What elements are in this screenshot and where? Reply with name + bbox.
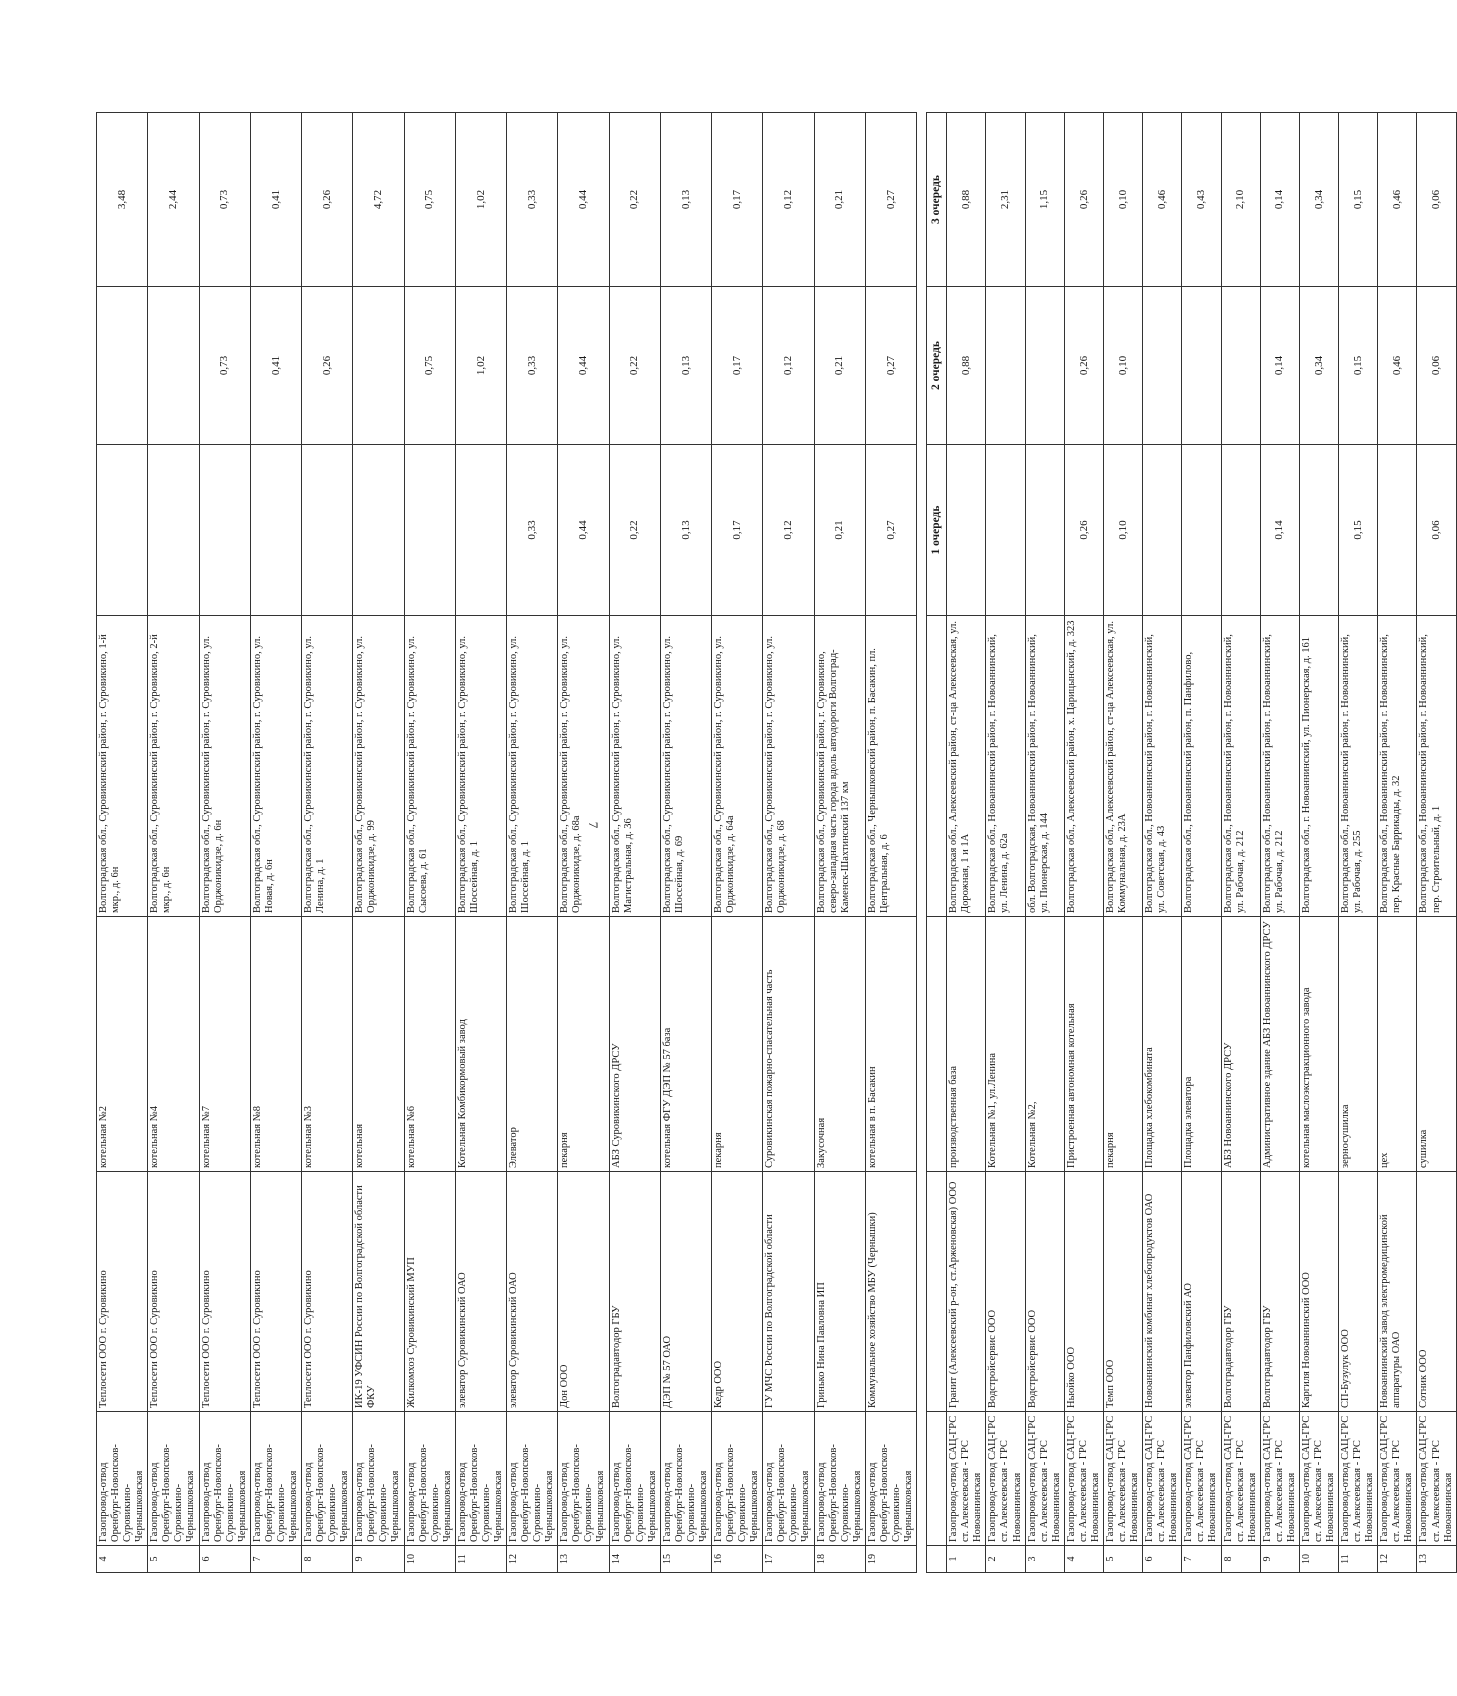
queue1-value: 0,33 bbox=[507, 445, 558, 616]
table-row bbox=[97, 113, 148, 1573]
company-cell: Водстройсервис ООО bbox=[986, 1172, 1025, 1412]
table-row bbox=[1143, 113, 1182, 1573]
queue2-value: 0,14 bbox=[1260, 287, 1299, 445]
table-row bbox=[660, 113, 711, 1573]
company-cell: ГУ МЧС России по Волгоградской области bbox=[763, 1172, 814, 1412]
page-number: 7 bbox=[586, 821, 601, 829]
queue3-value: 0,15 bbox=[1339, 113, 1378, 287]
company-cell: Гранит (Алексеевский р-он, ст.Арженовская) ООО bbox=[947, 1172, 986, 1412]
row-number: 12 bbox=[507, 1546, 558, 1573]
pipeline-cell: Газопровод-отвод САЦ-ГРС ст. Алексеевская - ГРС Новоаннинская bbox=[1221, 1412, 1260, 1546]
pipeline-cell: Газопровод-отвод Оренбург-Новопсков-Суровикино-Чернышковская bbox=[814, 1412, 865, 1546]
queue2-value: 0,88 bbox=[947, 287, 986, 445]
company-cell: Темп ООО bbox=[1103, 1172, 1142, 1412]
row-number: 19 bbox=[865, 1546, 916, 1573]
object-cell: котельная в п. Басакин bbox=[865, 917, 916, 1172]
table-row bbox=[302, 113, 353, 1573]
queue2-value: 0,34 bbox=[1299, 287, 1338, 445]
queue3-value: 0,14 bbox=[1260, 113, 1299, 287]
queue2-value bbox=[1182, 287, 1221, 445]
object-cell: котельная №3 bbox=[302, 917, 353, 1172]
queue2-value: 0,46 bbox=[1378, 287, 1417, 445]
queue3-value: 0,73 bbox=[199, 113, 250, 287]
row-number: 8 bbox=[302, 1546, 353, 1573]
table-row bbox=[763, 113, 814, 1573]
row-number: 8 bbox=[1221, 1546, 1260, 1573]
address-cell: Волгоградская обл., Новоаннинский район, г. Новоаннинский, ул. Рабочая, д. 212 bbox=[1221, 616, 1260, 917]
table-row bbox=[199, 113, 250, 1573]
queue1-value: 0,27 bbox=[865, 445, 916, 616]
address-cell: Волгоградская обл., Алексеевский район, ст-ца Алексеевская, ул. Коммунальная, д. 23А bbox=[1103, 616, 1142, 917]
object-cell: котельная №4 bbox=[148, 917, 199, 1172]
row-number: 4 bbox=[1064, 1546, 1103, 1573]
row-number: 5 bbox=[148, 1546, 199, 1573]
address-cell: Волгоградская обл., Суровикинский район, г. Суровикино, ул. Орджоникидзе, д. 68 bbox=[763, 616, 814, 917]
address-cell: Волгоградская обл., Суровикинский район, г. Суровикино, ул. Шоссейная, д. 69 bbox=[660, 616, 711, 917]
pipeline-cell: Газопровод-отвод Оренбург-Новопсков-Суровикино-Чернышковская bbox=[609, 1412, 660, 1546]
company-cell: Сотник ООО bbox=[1417, 1172, 1456, 1412]
table-row bbox=[404, 113, 455, 1573]
queue3-value: 0,22 bbox=[609, 113, 660, 287]
address-cell: Волгоградская обл., Суровикинский район, г. Суровикино, северо-западная часть города вдоль автодороги Волгоград-Каменск-Шахтинский 137 км bbox=[814, 616, 865, 917]
row-number: 7 bbox=[1182, 1546, 1221, 1573]
address-cell: Волгоградская обл., Алексеевский район, х. Царицынский, д. 323 bbox=[1064, 616, 1103, 917]
queue1-value bbox=[1143, 445, 1182, 616]
address-cell: Волгоградская обл., Суровикинский район, г. Суровикино, 1-й мкр., д. 6н bbox=[97, 616, 148, 917]
table-row bbox=[455, 113, 506, 1573]
company-cell: Волгоградавтодор ГБУ bbox=[609, 1172, 660, 1412]
object-cell: АБЗ Суровикинского ДРСУ bbox=[609, 917, 660, 1172]
row-number: 14 bbox=[609, 1546, 660, 1573]
table-row bbox=[947, 113, 986, 1573]
object-cell: Суровикинская пожарно-спасательная часть bbox=[763, 917, 814, 1172]
queue3-value: 4,72 bbox=[353, 113, 404, 287]
company-cell: Гринько Нина Павловна ИП bbox=[814, 1172, 865, 1412]
table-row bbox=[1299, 113, 1338, 1573]
pipeline-cell: Газопровод-отвод Оренбург-Новопсков-Суровикино-Чернышковская bbox=[250, 1412, 301, 1546]
queue3-value: 1,15 bbox=[1025, 113, 1064, 287]
company-cell: Коммунальное хозяйство МБУ (Чернышки) bbox=[865, 1172, 916, 1412]
object-cell: АБЗ Новоаннинского ДРСУ bbox=[1221, 917, 1260, 1172]
address-cell: обл. Волгоградская, Новоаннинский район, г. Новоаннинский, ул. Пионерская, д. 144 bbox=[1025, 616, 1064, 917]
row-number: 12 bbox=[1378, 1546, 1417, 1573]
pipeline-cell: Газопровод-отвод Оренбург-Новопсков-Суровикино-Чернышковская bbox=[97, 1412, 148, 1546]
queue2-value: 0,06 bbox=[1417, 287, 1456, 445]
rotated-page bbox=[96, 113, 1454, 1573]
row-number: 18 bbox=[814, 1546, 865, 1573]
queue1-value bbox=[1025, 445, 1064, 616]
pipeline-cell: Газопровод-отвод САЦ-ГРС ст. Алексеевская - ГРС Новоаннинская bbox=[1378, 1412, 1417, 1546]
row-number: 15 bbox=[660, 1546, 711, 1573]
company-cell: Ньюйко ООО bbox=[1064, 1172, 1103, 1412]
pipeline-cell: Газопровод-отвод Оренбург-Новопсков-Суровикино-Чернышковская bbox=[199, 1412, 250, 1546]
pipeline-cell: Газопровод-отвод Оренбург-Новопсков-Суровикино-Чернышковская bbox=[353, 1412, 404, 1546]
object-cell: производственная база bbox=[947, 917, 986, 1172]
row-number: 10 bbox=[1299, 1546, 1338, 1573]
object-cell: Котельная №2, bbox=[1025, 917, 1064, 1172]
pipeline-cell: Газопровод-отвод Оренбург-Новопсков-Суровикино-Чернышковская bbox=[865, 1412, 916, 1546]
table-row bbox=[353, 113, 404, 1573]
queue2-value: 0,27 bbox=[865, 287, 916, 445]
row-number: 13 bbox=[558, 1546, 609, 1573]
queue1-value bbox=[1221, 445, 1260, 616]
table-row bbox=[1221, 113, 1260, 1573]
company-cell: Теплосети ООО г. Суровикино bbox=[302, 1172, 353, 1412]
queue2-value bbox=[1221, 287, 1260, 445]
object-cell: цех bbox=[1378, 917, 1417, 1172]
table-row bbox=[1064, 113, 1103, 1573]
queue2-value: 0,12 bbox=[763, 287, 814, 445]
queue2-value bbox=[97, 287, 148, 445]
company-cell: Кедр ООО bbox=[712, 1172, 763, 1412]
pipeline-cell: Газопровод-отвод Оренбург-Новопсков-Суровикино-Чернышковская bbox=[302, 1412, 353, 1546]
company-cell: Волгоградавтодор ГБУ bbox=[1221, 1172, 1260, 1412]
row-number: 16 bbox=[712, 1546, 763, 1573]
pipeline-cell: Газопровод-отвод САЦ-ГРС ст. Алексеевская - ГРС Новоаннинская bbox=[1417, 1412, 1456, 1546]
queue2-value: 0,41 bbox=[250, 287, 301, 445]
queue1-value bbox=[302, 445, 353, 616]
queue1-value: 0,22 bbox=[609, 445, 660, 616]
queue1-value: 0,12 bbox=[763, 445, 814, 616]
queue1-value bbox=[97, 445, 148, 616]
address-cell: Волгоградская обл., Новоаннинский район, г. Новоаннинский, пер. Красные Баррикады, д. 32 bbox=[1378, 616, 1417, 917]
address-cell: Волгоградская обл., Новоаннинский район, г. Новоаннинский, ул. Ленина, д. 62а bbox=[986, 616, 1025, 917]
queue3-value: 0,41 bbox=[250, 113, 301, 287]
queue1-value bbox=[250, 445, 301, 616]
queue1-value bbox=[199, 445, 250, 616]
queue2-value bbox=[353, 287, 404, 445]
address-cell: Волгоградская обл., Суровикинский район, г. Суровикино, ул. Сысоева, д. 61 bbox=[404, 616, 455, 917]
object-cell: Пристроенная автономная котельная bbox=[1064, 917, 1103, 1172]
company-cell: Жилкомхоз Суровикинский МУП bbox=[404, 1172, 455, 1412]
address-cell: Волгоградская обл., Новоаннинский район, п. Панфилово, bbox=[1182, 616, 1221, 917]
pipeline-cell: Газопровод-отвод Оренбург-Новопсков-Суровикино-Чернышковская bbox=[148, 1412, 199, 1546]
queue3-value: 2,44 bbox=[148, 113, 199, 287]
company-cell: Новоаннинский завод электромедицинской аппаратуры ОАО bbox=[1378, 1172, 1417, 1412]
row-number: 9 bbox=[1260, 1546, 1299, 1573]
queue3-value: 0,88 bbox=[947, 113, 986, 287]
row-number: 2 bbox=[986, 1546, 1025, 1573]
queue2-value: 0,33 bbox=[507, 287, 558, 445]
address-cell: Волгоградская обл., Суровикинский район, г. Суровикино, ул. Новая, д. 6н bbox=[250, 616, 301, 917]
object-cell: пекарня bbox=[712, 917, 763, 1172]
row-number: 7 bbox=[250, 1546, 301, 1573]
queue1-value: 0,13 bbox=[660, 445, 711, 616]
pipeline-cell: Газопровод-отвод Оренбург-Новопсков-Суровикино-Чернышковская bbox=[455, 1412, 506, 1546]
table-row bbox=[1339, 113, 1378, 1573]
pipeline-cell: Газопровод-отвод САЦ-ГРС ст. Алексеевская - ГРС Новоаннинская bbox=[1143, 1412, 1182, 1546]
queue2-value: 0,75 bbox=[404, 287, 455, 445]
queue3-value: 0,26 bbox=[302, 113, 353, 287]
queue2-value: 0,26 bbox=[1064, 287, 1103, 445]
row-number: 17 bbox=[763, 1546, 814, 1573]
pipeline-cell: Газопровод-отвод САЦ-ГРС ст. Алексеевская - ГРС Новоаннинская bbox=[1299, 1412, 1338, 1546]
company-cell: Новоаннинский комбинат хлебопродуктов ОАО bbox=[1143, 1172, 1182, 1412]
object-cell: сушилка bbox=[1417, 917, 1456, 1172]
address-cell: Волгоградская обл., Новоаннинский район, г. Новоаннинский, пер. Строительный, д. 1 bbox=[1417, 616, 1456, 917]
queue2-value: 1,02 bbox=[455, 287, 506, 445]
pipeline-cell: Газопровод-отвод САЦ-ГРС ст. Алексеевская - ГРС Новоаннинская bbox=[1064, 1412, 1103, 1546]
row-number: 10 bbox=[404, 1546, 455, 1573]
table-row bbox=[1417, 113, 1456, 1573]
object-cell: Элеватор bbox=[507, 917, 558, 1172]
row-number: 1 bbox=[947, 1546, 986, 1573]
queue2-value: 0,17 bbox=[712, 287, 763, 445]
object-cell: котельная маслоэкстракционного завода bbox=[1299, 917, 1338, 1172]
table-row bbox=[558, 113, 609, 1573]
pipeline-cell: Газопровод-отвод САЦ-ГРС ст. Алексеевская - ГРС Новоаннинская bbox=[947, 1412, 986, 1546]
company-cell: Теплосети ООО г. Суровикино bbox=[199, 1172, 250, 1412]
pipeline-cell: Газопровод-отвод САЦ-ГРС ст. Алексеевская - ГРС Новоаннинская bbox=[986, 1412, 1025, 1546]
queue2-value: 0,26 bbox=[302, 287, 353, 445]
queue1-value: 0,15 bbox=[1339, 445, 1378, 616]
address-cell: Волгоградская обл., Суровикинский район, г. Суровикино, ул. Орджоникидзе, д. 99 bbox=[353, 616, 404, 917]
row-number: 4 bbox=[97, 1546, 148, 1573]
queue-header-3: 3 очередь bbox=[927, 113, 947, 287]
table-row bbox=[250, 113, 301, 1573]
pipeline-cell: Газопровод-отвод САЦ-ГРС ст. Алексеевская - ГРС Новоаннинская bbox=[1260, 1412, 1299, 1546]
table-row bbox=[814, 113, 865, 1573]
queue2-value: 0,73 bbox=[199, 287, 250, 445]
queue1-value: 0,10 bbox=[1103, 445, 1142, 616]
queue1-value bbox=[1182, 445, 1221, 616]
address-cell: Волгоградская обл., Алексеевский район, ст-ца Алексеевская, ул. Дорожная, 1 и 1А bbox=[947, 616, 986, 917]
company-cell: Каргиля Новоаннинский ООО bbox=[1299, 1172, 1338, 1412]
queue1-value: 0,44 bbox=[558, 445, 609, 616]
address-cell: Волгоградская обл., Суровикинский район, г. Суровикино, ул. Орджоникидзе, д. 68а bbox=[558, 616, 609, 917]
object-cell: пекарня bbox=[1103, 917, 1142, 1172]
pipeline-cell: Газопровод-отвод Оренбург-Новопсков-Суровикино-Чернышковская bbox=[763, 1412, 814, 1546]
queue1-value: 0,17 bbox=[712, 445, 763, 616]
queue3-value: 0,27 bbox=[865, 113, 916, 287]
address-cell: Волгоградская обл., Суровикинский район, г. Суровикино, 2-й мкр., д. 6н bbox=[148, 616, 199, 917]
pipeline-cell: Газопровод-отвод САЦ-ГРС ст. Алексеевская - ГРС Новоаннинская bbox=[1182, 1412, 1221, 1546]
table-row bbox=[1260, 113, 1299, 1573]
row-number: 5 bbox=[1103, 1546, 1142, 1573]
pipeline-cell: Газопровод-отвод САЦ-ГРС ст. Алексеевская - ГРС Новоаннинская bbox=[1025, 1412, 1064, 1546]
table-row bbox=[1025, 113, 1064, 1573]
queue3-value: 3,48 bbox=[97, 113, 148, 287]
address-cell: Волгоградская обл., Суровикинский район, г. Суровикино, ул. Орджоникидзе, д. 64а bbox=[712, 616, 763, 917]
queue3-value: 0,10 bbox=[1103, 113, 1142, 287]
pipeline-cell: Газопровод-отвод САЦ-ГРС ст. Алексеевская - ГРС Новоаннинская bbox=[1339, 1412, 1378, 1546]
queue3-value: 0,17 bbox=[712, 113, 763, 287]
address-cell: Волгоградская обл., Суровикинский район, г. Суровикино, ул. Орджоникидзе, д. 6н bbox=[199, 616, 250, 917]
queue1-value bbox=[455, 445, 506, 616]
table-row bbox=[1378, 113, 1417, 1573]
object-cell: зерносушилка bbox=[1339, 917, 1378, 1172]
section-gap bbox=[917, 113, 927, 1573]
queue3-value: 0,46 bbox=[1143, 113, 1182, 287]
object-cell: котельная №8 bbox=[250, 917, 301, 1172]
pipeline-cell: Газопровод-отвод Оренбург-Новопсков-Суровикино-Чернышковская bbox=[558, 1412, 609, 1546]
company-cell: СП-Бузулук ООО bbox=[1339, 1172, 1378, 1412]
object-cell: котельная ФГУ ДЭП № 57 база bbox=[660, 917, 711, 1172]
queue3-value: 0,43 bbox=[1182, 113, 1221, 287]
queue1-value: 0,06 bbox=[1417, 445, 1456, 616]
queue1-value bbox=[404, 445, 455, 616]
table-row bbox=[986, 113, 1025, 1573]
company-cell: элеватор Панфиловский АО bbox=[1182, 1172, 1221, 1412]
queue1-value bbox=[148, 445, 199, 616]
address-cell: Волгоградская обл., Новоаннинский район, г. Новоаннинский, ул. Рабочая, д. 255 bbox=[1339, 616, 1378, 917]
object-cell: Площадка хлебокомбината bbox=[1143, 917, 1182, 1172]
address-cell: Волгоградская обл., Чернышковский район, п. Басакин, пл. Центральная, д. 6 bbox=[865, 616, 916, 917]
row-number: 6 bbox=[199, 1546, 250, 1573]
table-body bbox=[97, 113, 1457, 1573]
queue3-value: 0,75 bbox=[404, 113, 455, 287]
queue-header-row bbox=[927, 113, 947, 1573]
row-number: 9 bbox=[353, 1546, 404, 1573]
queue3-value: 0,13 bbox=[660, 113, 711, 287]
queue2-value bbox=[1025, 287, 1064, 445]
queue3-value: 1,02 bbox=[455, 113, 506, 287]
address-cell: Волгоградская обл., Суровикинский район, г. Суровикино, ул. Шоссейная, д. 1 bbox=[507, 616, 558, 917]
object-cell: Площадка элеватора bbox=[1182, 917, 1221, 1172]
queue3-value: 0,34 bbox=[1299, 113, 1338, 287]
row-number: 3 bbox=[1025, 1546, 1064, 1573]
row-number: 13 bbox=[1417, 1546, 1456, 1573]
queue2-value: 0,44 bbox=[558, 287, 609, 445]
queue3-value: 2,31 bbox=[986, 113, 1025, 287]
company-cell: Волгоградавтодор ГБУ bbox=[1260, 1172, 1299, 1412]
company-cell: ДЭП № 57 ОАО bbox=[660, 1172, 711, 1412]
queue1-value bbox=[1299, 445, 1338, 616]
address-cell: Волгоградская обл., г. Новоаннинский, ул. Пионерская, д. 161 bbox=[1299, 616, 1338, 917]
row-number: 11 bbox=[1339, 1546, 1378, 1573]
queue1-value bbox=[353, 445, 404, 616]
queue3-value: 0,06 bbox=[1417, 113, 1456, 287]
object-cell: котельная №2 bbox=[97, 917, 148, 1172]
pipeline-cell: Газопровод-отвод Оренбург-Новопсков-Суровикино-Чернышковская bbox=[507, 1412, 558, 1546]
queue2-value bbox=[1143, 287, 1182, 445]
queue2-value: 0,13 bbox=[660, 287, 711, 445]
queue-header-1: 1 очередь bbox=[927, 445, 947, 616]
object-cell: котельная №6 bbox=[404, 917, 455, 1172]
pipeline-cell: Газопровод-отвод САЦ-ГРС ст. Алексеевская - ГРС Новоаннинская bbox=[1103, 1412, 1142, 1546]
queue2-value: 0,21 bbox=[814, 287, 865, 445]
queue2-value: 0,10 bbox=[1103, 287, 1142, 445]
queue1-value bbox=[986, 445, 1025, 616]
pipeline-cell: Газопровод-отвод Оренбург-Новопсков-Суровикино-Чернышковская bbox=[404, 1412, 455, 1546]
queue2-value: 0,15 bbox=[1339, 287, 1378, 445]
company-cell: ИК-19 УФСИН России по Волгоградской области ФКУ bbox=[353, 1172, 404, 1412]
queue3-value: 0,33 bbox=[507, 113, 558, 287]
company-cell: Дон ООО bbox=[558, 1172, 609, 1412]
pipeline-cell: Газопровод-отвод Оренбург-Новопсков-Суровикино-Чернышковская bbox=[712, 1412, 763, 1546]
address-cell: Волгоградская обл., Новоаннинский район, г. Новоаннинский, ул. Рабочая, д. 212 bbox=[1260, 616, 1299, 917]
queue1-value: 0,21 bbox=[814, 445, 865, 616]
object-cell: пекарня bbox=[558, 917, 609, 1172]
queue2-value bbox=[986, 287, 1025, 445]
company-cell: Водстройсервис ООО bbox=[1025, 1172, 1064, 1412]
company-cell: элеватор Суровикинский ОАО bbox=[507, 1172, 558, 1412]
address-cell: Волгоградская обл., Суровикинский район, г. Суровикино, ул. Шоссейная, д. 1 bbox=[455, 616, 506, 917]
object-cell: Закусочная bbox=[814, 917, 865, 1172]
object-cell: Котельная Комбикормовый завод bbox=[455, 917, 506, 1172]
company-cell: Теплосети ООО г. Суровикино bbox=[97, 1172, 148, 1412]
queue3-value: 0,21 bbox=[814, 113, 865, 287]
queue1-value: 0,26 bbox=[1064, 445, 1103, 616]
address-cell: Волгоградская обл., Суровикинский район, г. Суровикино, ул. Ленина, д. 1 bbox=[302, 616, 353, 917]
queue1-value bbox=[947, 445, 986, 616]
queue3-value: 2,10 bbox=[1221, 113, 1260, 287]
object-cell: котельная bbox=[353, 917, 404, 1172]
row-number: 6 bbox=[1143, 1546, 1182, 1573]
table-row bbox=[507, 113, 558, 1573]
queue3-value: 0,46 bbox=[1378, 113, 1417, 287]
object-cell: Административное здание АБЗ Новоаннинского ДРСУ bbox=[1260, 917, 1299, 1172]
queue-header-2: 2 очередь bbox=[927, 287, 947, 445]
queue2-value bbox=[148, 287, 199, 445]
table-row bbox=[1103, 113, 1142, 1573]
queue2-value: 0,22 bbox=[609, 287, 660, 445]
queue1-value: 0,14 bbox=[1260, 445, 1299, 616]
queue3-value: 0,12 bbox=[763, 113, 814, 287]
object-cell: Котельная №1, ул.Ленина bbox=[986, 917, 1025, 1172]
pipeline-cell: Газопровод-отвод Оренбург-Новопсков-Суровикино-Чернышковская bbox=[660, 1412, 711, 1546]
address-cell: Волгоградская обл., Суровикинский район, г. Суровикино, ул. Магистральная, д. 36 bbox=[609, 616, 660, 917]
company-cell: Теплосети ООО г. Суровикино bbox=[148, 1172, 199, 1412]
row-number: 11 bbox=[455, 1546, 506, 1573]
queue1-value bbox=[1378, 445, 1417, 616]
table-row bbox=[712, 113, 763, 1573]
table-row bbox=[609, 113, 660, 1573]
object-cell: котельная №7 bbox=[199, 917, 250, 1172]
queue3-value: 0,26 bbox=[1064, 113, 1103, 287]
company-cell: Теплосети ООО г. Суровикино bbox=[250, 1172, 301, 1412]
company-cell: элеватор Суровикинский ОАО bbox=[455, 1172, 506, 1412]
table-row bbox=[865, 113, 916, 1573]
address-cell: Волгоградская обл., Новоаннинский район, г. Новоаннинский, ул. Советская, д. 43 bbox=[1143, 616, 1182, 917]
table-row bbox=[148, 113, 199, 1573]
table-row bbox=[1182, 113, 1221, 1573]
queue3-value: 0,44 bbox=[558, 113, 609, 287]
gas-consumers-table bbox=[96, 112, 1457, 1573]
